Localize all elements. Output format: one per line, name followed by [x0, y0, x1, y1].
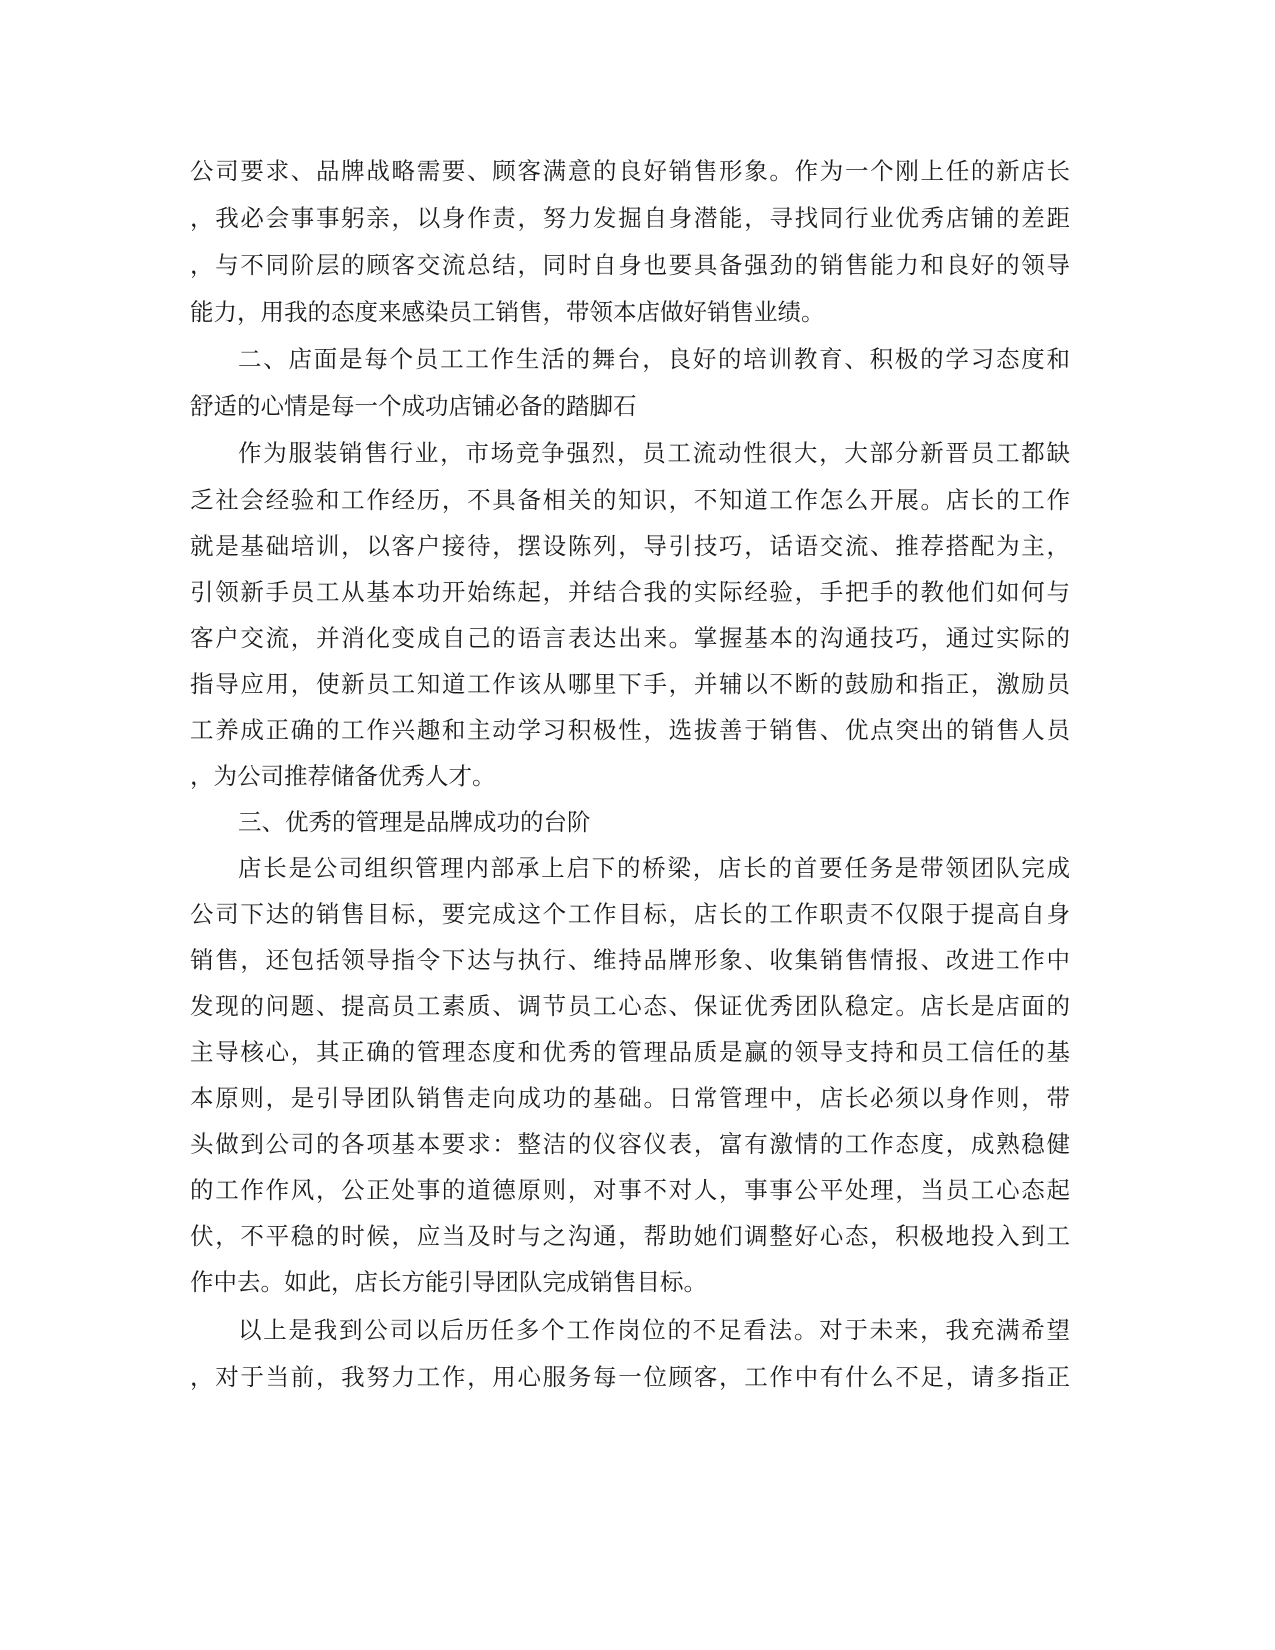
paragraph-line: ，为公司推荐储备优秀人才。	[190, 762, 496, 790]
paragraph-line: 公司要求、品牌战略需要、顾客满意的良好销售形象。作为一个刚上任的新店长	[190, 157, 1070, 185]
paragraph-line: ，我必会事事躬亲，以身作责，努力发掘自身潜能，寻找同行业优秀店铺的差距	[190, 204, 1070, 232]
paragraph-line: 店长是公司组织管理内部承上启下的桥梁，店长的首要任务是带领团队完成	[238, 854, 1070, 882]
section-heading-line: 舒适的心情是每一个成功店铺必备的踏脚石	[190, 392, 637, 420]
paragraph-line: 指导应用，使新员工知道工作该从哪里下手，并辅以不断的鼓励和指正，激励员	[190, 670, 1070, 698]
paragraph-line: 引领新手员工从基本功开始练起，并结合我的实际经验，手把手的教他们如何与	[190, 578, 1070, 606]
section-heading-line: 二、店面是每个员工工作生活的舞台，良好的培训教育、积极的学习态度和	[238, 345, 1070, 373]
paragraph-line: 作中去。如此，店长方能引导团队完成销售目标。	[190, 1268, 707, 1296]
paragraph-line: 作为服装销售行业，市场竞争强烈，员工流动性很大，大部分新晋员工都缺	[238, 439, 1070, 467]
paragraph-line: ，对于当前，我努力工作，用心服务每一位顾客，工作中有什么不足，请多指正	[190, 1363, 1070, 1391]
paragraph-line: 客户交流，并消化变成自己的语言表达出来。掌握基本的沟通技巧，通过实际的	[190, 624, 1070, 652]
section-heading-line: 三、优秀的管理是品牌成功的台阶	[238, 808, 591, 836]
paragraph-line: 工养成正确的工作兴趣和主动学习积极性，选拔善于销售、优点突出的销售人员	[190, 716, 1070, 744]
paragraph-line: 公司下达的销售目标，要完成这个工作目标，店长的工作职责不仅限于提高自身	[190, 900, 1070, 928]
paragraph-line: ，与不同阶层的顾客交流总结，同时自身也要具备强劲的销售能力和良好的领导	[190, 251, 1070, 279]
paragraph-line: 乏社会经验和工作经历，不具备相关的知识，不知道工作怎么开展。店长的工作	[190, 486, 1070, 514]
paragraph-line: 销售，还包括领导指令下达与执行、维持品牌形象、收集销售情报、改进工作中	[190, 946, 1070, 974]
paragraph-line: 以上是我到公司以后历任多个工作岗位的不足看法。对于未来，我充满希望	[238, 1316, 1070, 1344]
paragraph-line: 能力，用我的态度来感染员工销售，带领本店做好销售业绩。	[190, 298, 825, 326]
paragraph-line: 就是基础培训，以客户接待，摆设陈列，导引技巧，话语交流、推荐搭配为主，	[190, 532, 1070, 560]
paragraph-line: 主导核心，其正确的管理态度和优秀的管理品质是赢的领导支持和员工信任的基	[190, 1038, 1070, 1066]
paragraph-line: 的工作作风，公正处事的道德原则，对事不对人，事事公平处理，当员工心态起	[190, 1176, 1070, 1204]
paragraph-line: 发现的问题、提高员工素质、调节员工心态、保证优秀团队稳定。店长是店面的	[190, 992, 1070, 1020]
paragraph-line: 头做到公司的各项基本要求：整洁的仪容仪表，富有激情的工作态度，成熟稳健	[190, 1130, 1070, 1158]
paragraph-line: 本原则，是引导团队销售走向成功的基础。日常管理中，店长必须以身作则，带	[190, 1084, 1070, 1112]
paragraph-line: 伏，不平稳的时候，应当及时与之沟通，帮助她们调整好心态，积极地投入到工	[190, 1222, 1070, 1250]
